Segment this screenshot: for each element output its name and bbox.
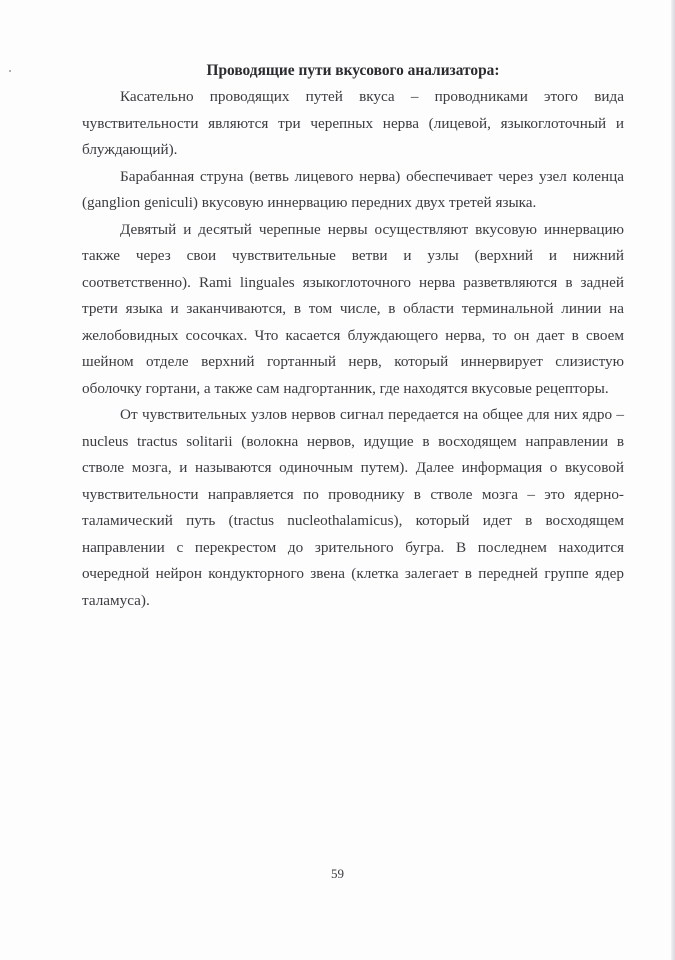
- paragraph-1: Касательно проводящих путей вкуса – проводниками этого вида чувствительности являются три черепных нерва (лицевой, языкоглоточный и блуждающий).: [82, 88, 624, 158]
- section-heading: Проводящие пути вкусового анализатора:: [206, 62, 500, 79]
- page-content: [82, 58, 624, 614]
- scan-speck: [9, 70, 11, 72]
- page-number: 59: [331, 866, 344, 881]
- paragraph-4: От чувствительных узлов нервов сигнал передается на общее для них ядро – nucleus tractus solitarii (волокна нервов, идущие в восходящем направлении в стволе мозга, и называются одиночным путем). Далее информация о вкусовой чувствительности направляется по проводнику в стволе мозга – это ядерно-таламический путь (tractus nucleothalamicus), который идет в восходящем направлении с перекрестом до зрительного бугра. В последнем находится очередной нейрон кондукторного звена (клетка залегает в передней группе ядер таламуса).: [82, 406, 624, 609]
- paragraph-2: Барабанная струна (ветвь лицевого нерва) обеспечивает через узел коленца (ganglion geniculi) вкусовую иннервацию передних двух третей языка.: [82, 167, 624, 211]
- paragraph-3: Девятый и десятый черепные нервы осуществляют вкусовую иннервацию также через свои чувствительные ветви и узлы (верхний и нижний соответственно). Rami linguales языкоглоточного нерва разветвляются в задней трети языка и заканчиваются, в том числе, в области терминальной линии на желобовидных сосочках. Что касается блуждающего нерва, то он дает в своем шейном отделе верхний гортанный нерв, который иннервирует слизистую оболочку гортани, а также сам надгортанник, где находятся вкусовые рецепторы.: [82, 220, 624, 397]
- scan-edge: [671, 0, 675, 960]
